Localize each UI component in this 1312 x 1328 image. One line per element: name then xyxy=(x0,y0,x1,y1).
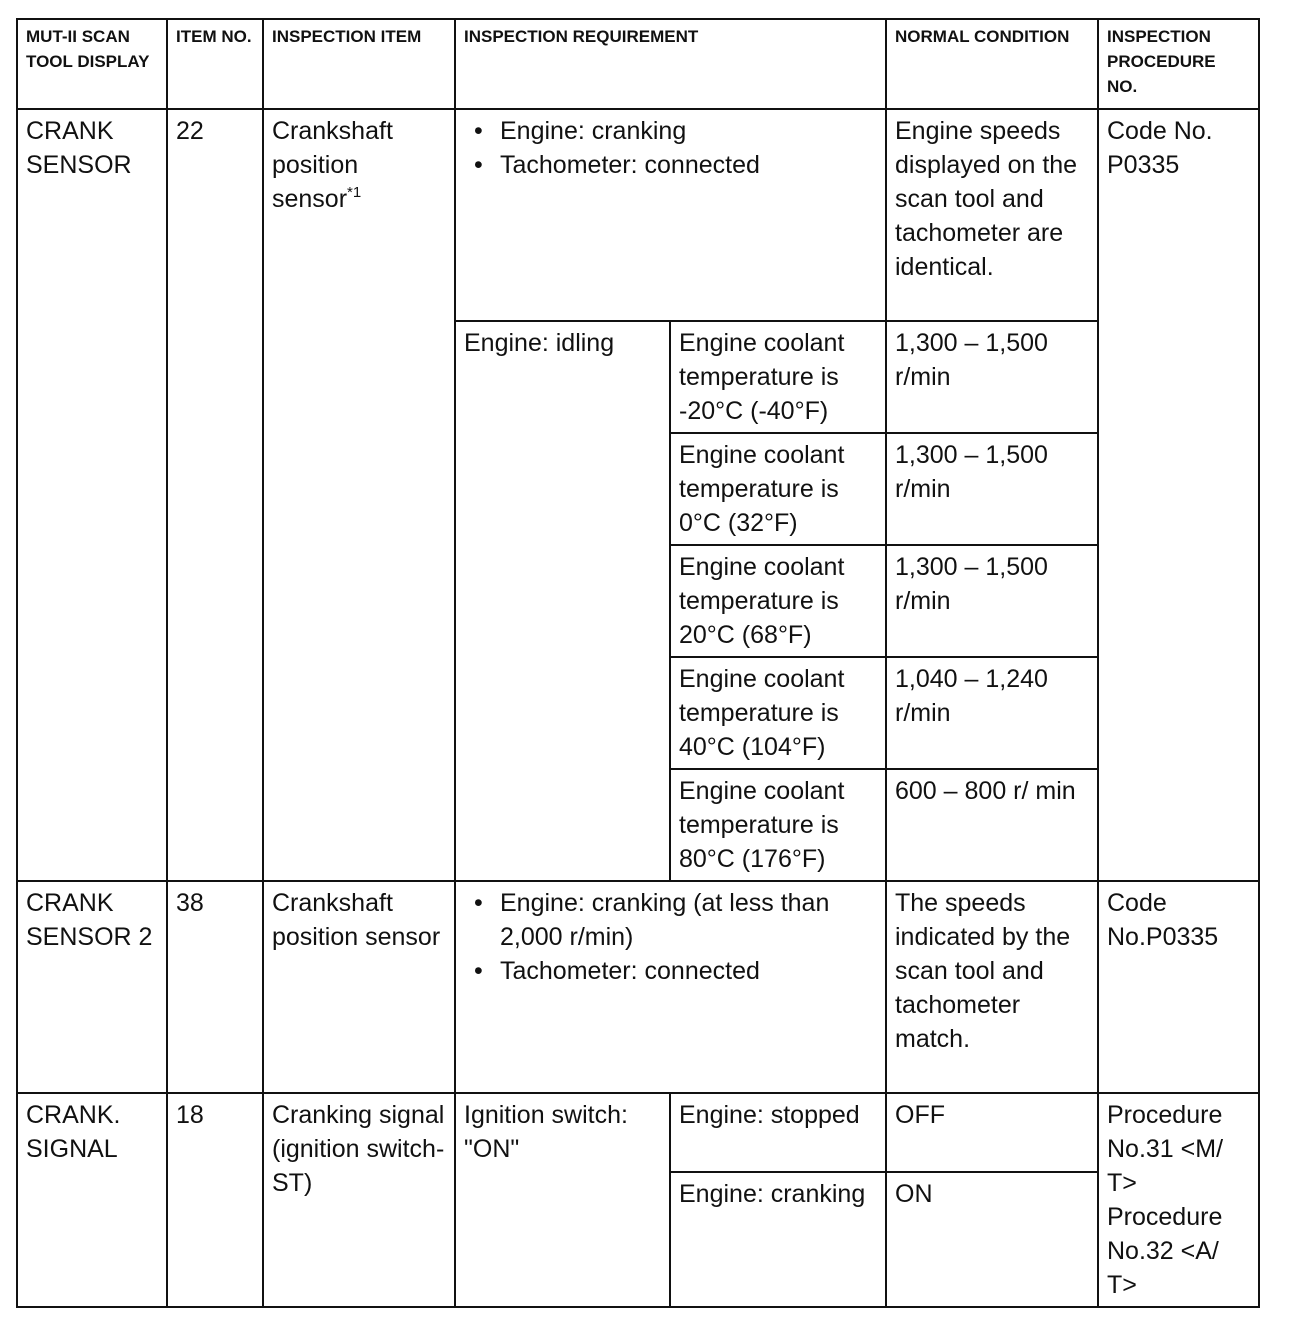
header-row xyxy=(17,19,1259,109)
procedure-cell: Code No.P0335 xyxy=(1098,881,1259,1093)
inspection-item-cell xyxy=(263,109,455,881)
list-item: • Engine: cranking (at less than 2,000 r/min) xyxy=(464,886,877,954)
requirement-list xyxy=(464,886,877,988)
header-inspection-item: INSPECTION ITEM xyxy=(263,19,455,109)
normal-condition-cell: 600 – 800 r/ min xyxy=(886,769,1098,881)
display-cell: CRANK SENSOR 2 xyxy=(17,881,167,1093)
normal-condition-cell: Engine speeds displayed on the scan tool and tachometer are identical. xyxy=(886,109,1098,321)
normal-condition-cell: The speeds indicated by the scan tool and tachometer match. xyxy=(886,881,1098,1093)
header-procedure-no: INSPECTION PROCEDURE NO. xyxy=(1098,19,1259,109)
procedure-cell: Procedure No.31 <M/ T> Procedure No.32 <A/ T> xyxy=(1098,1093,1259,1307)
list-item: • Engine: cranking xyxy=(464,114,877,148)
header-display: MUT-II SCAN TOOL DISPLAY xyxy=(17,19,167,109)
table-row xyxy=(17,109,1259,321)
display-cell: CRANK SENSOR xyxy=(17,109,167,881)
header-requirement: INSPECTION REQUIREMENT xyxy=(455,19,886,109)
condition-cell: Engine coolant temperature is 0°C (32°F) xyxy=(670,433,886,545)
item-no-cell: 38 xyxy=(167,881,263,1093)
requirement-idle-cell: Engine: idling xyxy=(455,321,670,881)
item-no-cell: 18 xyxy=(167,1093,263,1307)
footnote-marker: *1 xyxy=(347,184,362,201)
requirement-list xyxy=(464,114,877,182)
condition-cell: Engine coolant temperature is -20°C (-40°F) xyxy=(670,321,886,433)
header-item-no: ITEM NO. xyxy=(167,19,263,109)
normal-condition-cell: 1,300 – 1,500 r/min xyxy=(886,545,1098,657)
condition-cell: Engine coolant temperature is 80°C (176°F) xyxy=(670,769,886,881)
requirement-cell: Ignition switch: "ON" xyxy=(455,1093,670,1307)
requirement-cell xyxy=(455,881,886,1093)
normal-condition-cell: 1,040 – 1,240 r/min xyxy=(886,657,1098,769)
procedure-cell: Code No. P0335 xyxy=(1098,109,1259,881)
normal-condition-cell: 1,300 – 1,500 r/min xyxy=(886,433,1098,545)
list-item: • Tachometer: connected xyxy=(464,148,877,182)
display-cell: CRANK. SIGNAL xyxy=(17,1093,167,1307)
requirement-cell xyxy=(455,109,886,321)
inspection-item-text: Crankshaft position sensor xyxy=(272,117,393,213)
inspection-item-cell: Crankshaft position sensor xyxy=(263,881,455,1093)
condition-cell: Engine: cranking xyxy=(670,1172,886,1307)
table-row xyxy=(17,881,1259,1093)
condition-cell: Engine: stopped xyxy=(670,1093,886,1172)
table-row xyxy=(17,1093,1259,1172)
condition-cell: Engine coolant temperature is 40°C (104°F) xyxy=(670,657,886,769)
item-no-cell: 22 xyxy=(167,109,263,881)
normal-condition-cell: OFF xyxy=(886,1093,1098,1172)
list-item: • Tachometer: connected xyxy=(464,954,877,988)
normal-condition-cell: 1,300 – 1,500 r/min xyxy=(886,321,1098,433)
header-normal-condition: NORMAL CONDITION xyxy=(886,19,1098,109)
inspection-table xyxy=(16,18,1260,1308)
condition-cell: Engine coolant temperature is 20°C (68°F) xyxy=(670,545,886,657)
inspection-item-cell: Cranking signal (ignition switch-ST) xyxy=(263,1093,455,1307)
normal-condition-cell: ON xyxy=(886,1172,1098,1307)
